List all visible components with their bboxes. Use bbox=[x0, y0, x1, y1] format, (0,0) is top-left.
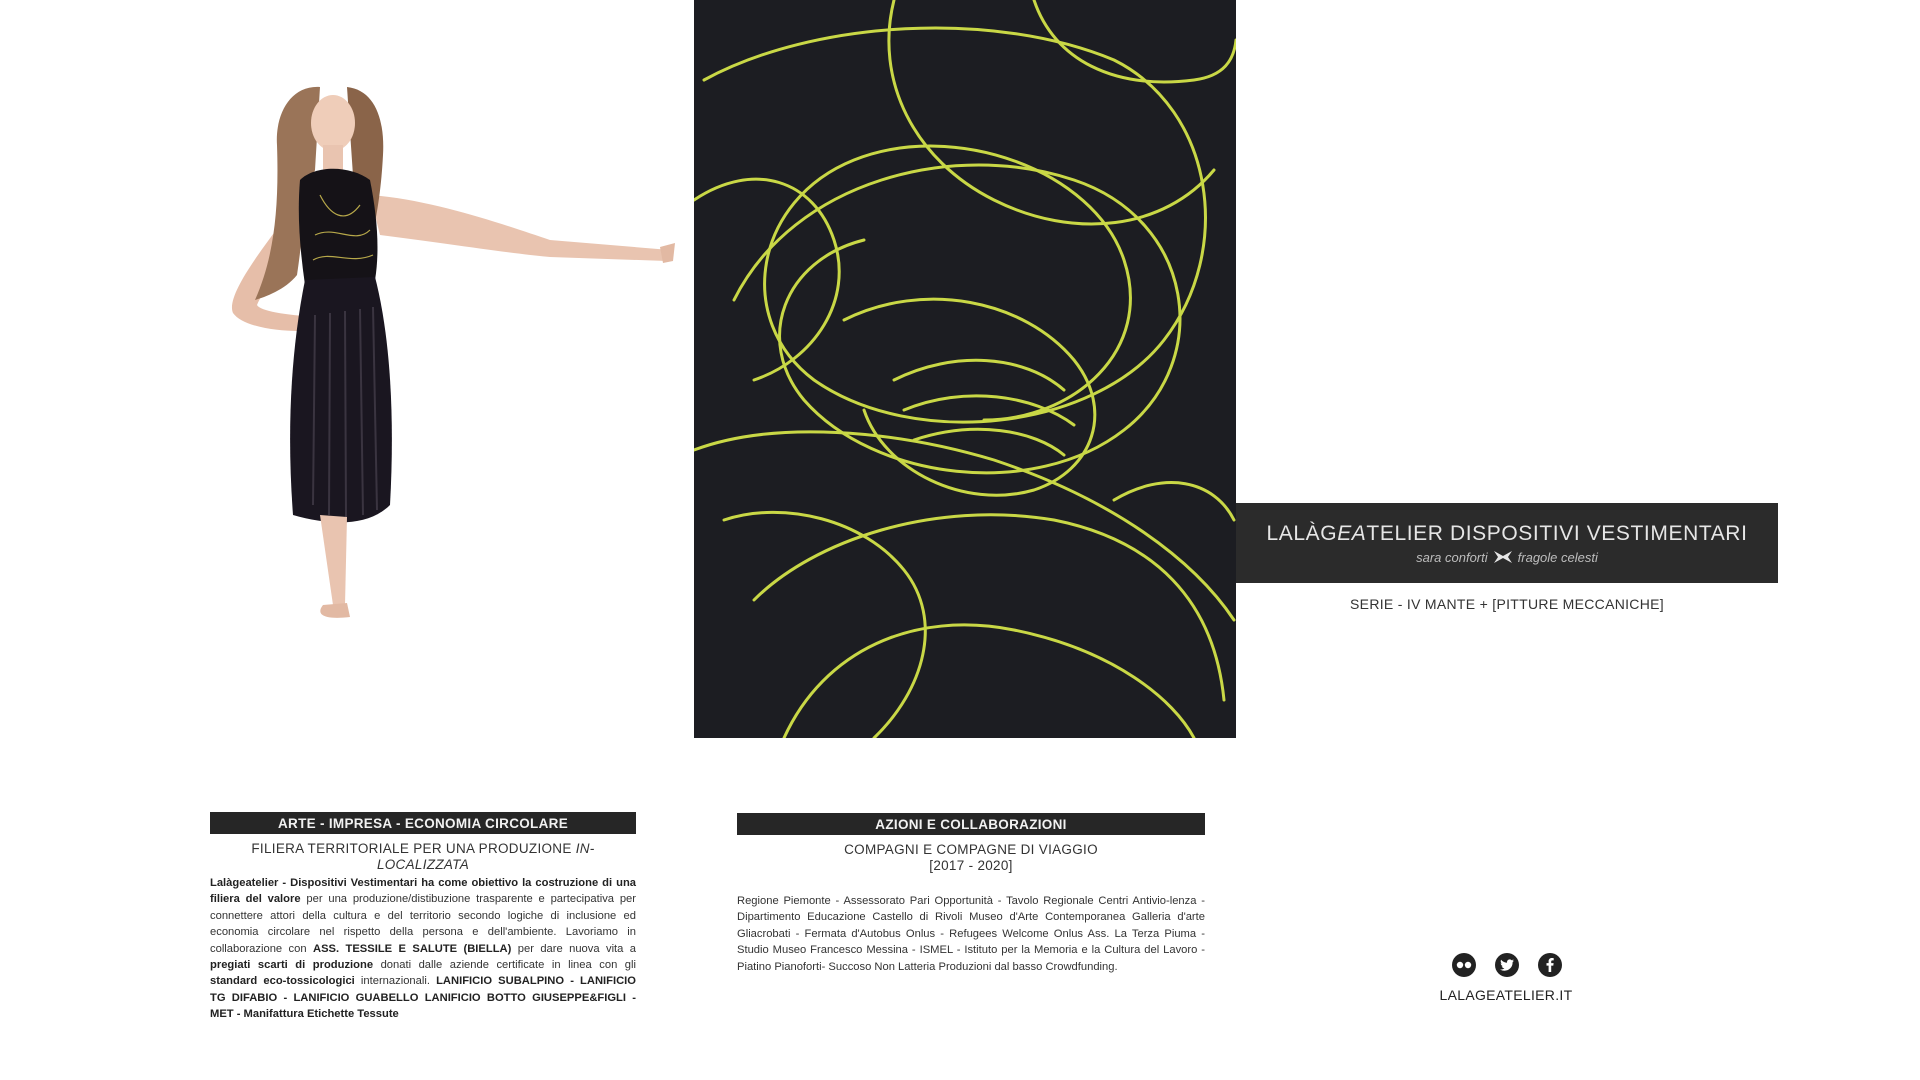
series-label: SERIE - IV MANTE + [PITTURE MECCANICHE] bbox=[1350, 596, 1664, 612]
social-links bbox=[1452, 953, 1562, 977]
bow-icon bbox=[1494, 551, 1512, 563]
thread-scribble bbox=[694, 0, 1236, 738]
brand-authors bbox=[1416, 550, 1598, 565]
section-body-azioni: Regione Piemonte - Assessorato Pari Opportunità - Tavolo Regionale Centri Antivio-lenza - Dipartimento Educazione Castello di Rivoli Museo d'Arte Contemporanea Galleria d'arte Gliacrobati - Fermata d'Autobus Onlus - Refugees Welcome Onlus Ass. La Terza Piuma - Studio Museo Francesco Messina - ISMEL - Istituto per la Memoria e la Cultura del Lavoro - Piatino Pianoforti- Succoso Non Latteria Produzioni dal basso Crowdfunding. bbox=[737, 895, 1205, 973]
facebook-icon[interactable] bbox=[1538, 953, 1562, 977]
section-header-azioni: AZIONI E COLLABORAZIONI bbox=[737, 813, 1205, 835]
section-subtitle-compagni: COMPAGNI E COMPAGNE DI VIAGGIO [2017 - 2020] bbox=[844, 842, 1098, 873]
brand-title-band bbox=[1236, 503, 1778, 583]
author-left: sara conforti bbox=[1416, 549, 1488, 565]
flickr-icon[interactable] bbox=[1452, 953, 1476, 977]
brand-title: LALÀGEATELIER DISPOSITIVI VESTIMENTARI bbox=[1266, 521, 1748, 545]
embroidered-fabric-image bbox=[694, 0, 1236, 738]
section-subtitle-filiera: FILIERA TERRITORIALE PER UNA PRODUZIONE IN-LOCALIZZATA bbox=[251, 841, 595, 872]
section-body-arte: Lalàgeatelier - Dispositivi Vestimentari ha come obiettivo la costruzione di una filiera del valore per una produzione/distibuzione trasparente e partecipativa per connettere attori della cultura e del territorio secondo logiche di inclusione ed economia circolare nel rispetto della persona e dell'ambiente. Lavoriamo in collaborazione con ASS. TESSILE E SALUTE (BIELLA) per dare nuova vita a pregiati scarti di produzione donati dalle aziende certificate in linea con gli standard eco-tossicologici internazionali. LANIFICIO SUBALPINO - LANIFICIO TG DIFABIO - LANIFICIO GUABELLO LANIFICIO BOTTO GIUSEPPE&FIGLI - MET - Manifattura Etichette Tessute bbox=[210, 877, 637, 1021]
section-header-arte: ARTE - IMPRESA - ECONOMIA CIRCOLARE bbox=[210, 812, 636, 834]
author-right: fragole celesti bbox=[1517, 549, 1598, 565]
model-photo bbox=[205, 85, 675, 745]
website-link[interactable]: LALAGEATELIER.IT bbox=[1439, 987, 1573, 1003]
model-figure-illustration bbox=[205, 85, 675, 745]
twitter-icon[interactable] bbox=[1495, 953, 1519, 977]
